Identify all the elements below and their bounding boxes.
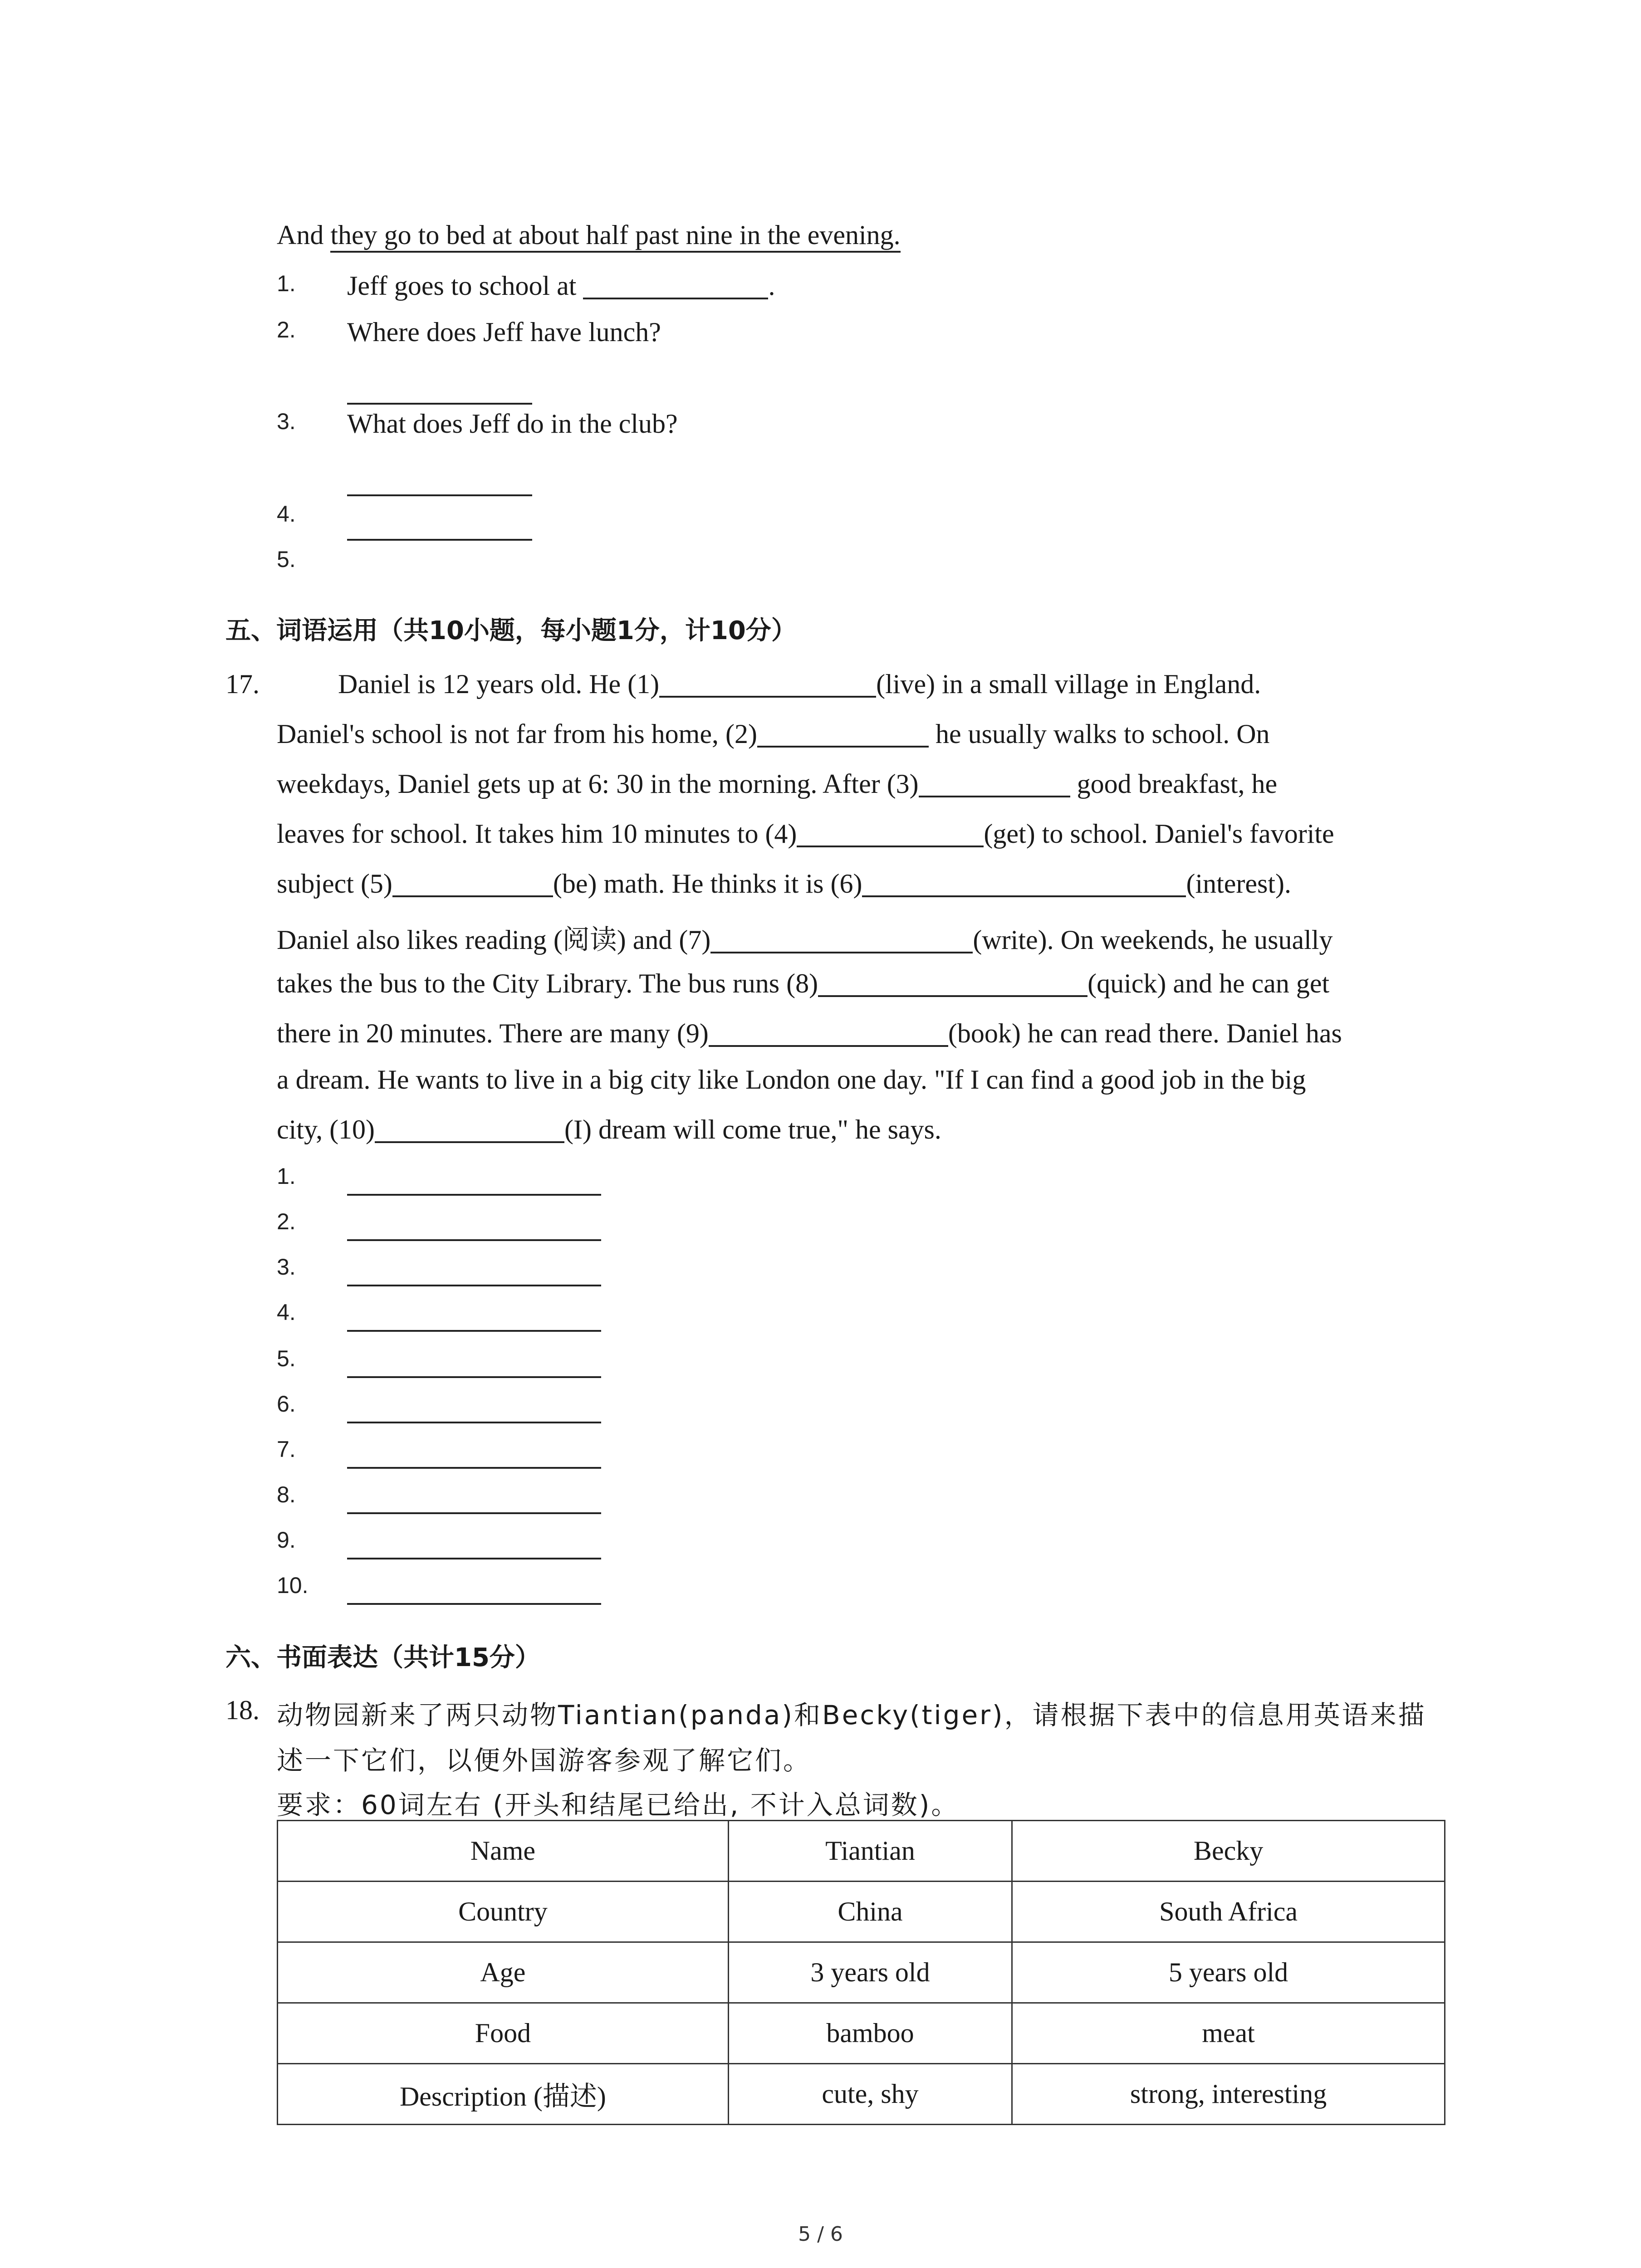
answer-number: 7. bbox=[277, 1437, 296, 1462]
blank-4[interactable] bbox=[797, 820, 984, 847]
table-cell: Country bbox=[278, 1882, 729, 1942]
section-heading-5: 五、词语运用（共10小题，每小题1分，计10分） bbox=[225, 616, 797, 645]
writing-prompt-line: 述一下它们，以便外国游客参观了解它们。 bbox=[277, 1745, 812, 1776]
answer-number: 5. bbox=[277, 1346, 296, 1371]
answer-number: 3. bbox=[277, 1254, 296, 1280]
passage-line: Daniel is 12 years old. He (1) (live) in a small village in England. bbox=[338, 669, 1261, 699]
table-row bbox=[278, 2064, 1445, 2125]
passage-line: subject (5) (be) math. He thinks it is (6) (interest). bbox=[277, 869, 1292, 899]
answer-number: 10. bbox=[277, 1573, 309, 1598]
answer-number: 1. bbox=[277, 1163, 296, 1189]
table-cell: Tiantian bbox=[728, 1821, 1012, 1882]
question-2: Where does Jeff have lunch? bbox=[347, 317, 661, 347]
writing-requirement: 要求：60词左右 (开头和结尾已给出, 不计入总词数)。 bbox=[277, 1789, 960, 1820]
answer-number: 8. bbox=[277, 1482, 296, 1507]
answer-line[interactable] bbox=[347, 1194, 601, 1196]
answer-line[interactable] bbox=[347, 1558, 601, 1559]
question-number: 3. bbox=[277, 409, 296, 434]
blank-8[interactable] bbox=[818, 970, 1087, 997]
answer-line[interactable] bbox=[347, 494, 532, 496]
table-row bbox=[278, 1882, 1445, 1942]
answer-line[interactable] bbox=[347, 1330, 601, 1332]
answer-number: 4. bbox=[277, 1300, 296, 1325]
passage-line: there in 20 minutes. There are many (9) (book) he can read there. Daniel has bbox=[277, 1018, 1342, 1048]
answer-line[interactable] bbox=[347, 539, 532, 541]
passage-line: city, (10) (I) dream will come true," he says. bbox=[277, 1114, 941, 1144]
answer-line[interactable] bbox=[347, 403, 532, 405]
question-number: 5. bbox=[277, 547, 296, 572]
table-row bbox=[278, 2003, 1445, 2064]
passage-line: weekdays, Daniel gets up at 6: 30 in the morning. After (3) good breakfast, he bbox=[277, 769, 1278, 799]
table-cell: meat bbox=[1012, 2003, 1445, 2064]
answer-number: 6. bbox=[277, 1391, 296, 1417]
question-number: 1. bbox=[277, 271, 296, 296]
page-number: 5 / 6 bbox=[798, 2223, 843, 2246]
table-cell: Description (描述) bbox=[278, 2064, 729, 2125]
passage-line: Daniel also likes reading (阅读) and (7) (write). On weekends, he usually bbox=[277, 925, 1333, 955]
answer-number: 9. bbox=[277, 1527, 296, 1553]
section-heading-6: 六、书面表达（共计15分） bbox=[225, 1643, 540, 1672]
answer-line[interactable] bbox=[347, 1603, 601, 1605]
passage-line: Daniel's school is not far from his home, (2) he usually walks to school. On bbox=[277, 719, 1270, 749]
question-number-17: 17. bbox=[225, 669, 260, 699]
table-cell: 5 years old bbox=[1012, 1942, 1445, 2003]
answer-line[interactable] bbox=[347, 1285, 601, 1286]
writing-prompt-line: 动物园新来了两只动物Tiantian(panda)和Becky(tiger)，请根据下表中的信息用英语来描 bbox=[277, 1700, 1426, 1730]
blank-5[interactable] bbox=[392, 870, 553, 897]
underlined-sentence: they go to bed at about half past nine in the evening. bbox=[330, 220, 900, 253]
table-cell: cute, shy bbox=[728, 2064, 1012, 2125]
blank-1[interactable] bbox=[659, 670, 876, 698]
blank-7[interactable] bbox=[710, 926, 973, 953]
question-3: What does Jeff do in the club? bbox=[347, 409, 678, 439]
table-cell: 3 years old bbox=[728, 1942, 1012, 2003]
blank-10[interactable] bbox=[375, 1116, 564, 1143]
table-cell: bamboo bbox=[728, 2003, 1012, 2064]
table-row bbox=[278, 1821, 1445, 1882]
table-cell: Becky bbox=[1012, 1821, 1445, 1882]
question-number: 4. bbox=[277, 501, 296, 527]
blank-3[interactable] bbox=[919, 770, 1070, 797]
passage-line: a dream. He wants to live in a big city like London one day. "If I can find a good job in the big bbox=[277, 1065, 1306, 1095]
table-cell: South Africa bbox=[1012, 1882, 1445, 1942]
answer-number: 2. bbox=[277, 1209, 296, 1234]
question-number-18: 18. bbox=[225, 1695, 260, 1725]
table-cell: Age bbox=[278, 1942, 729, 2003]
question-1: Jeff goes to school at . bbox=[347, 271, 775, 301]
animal-info-table bbox=[277, 1820, 1445, 2125]
passage-line: takes the bus to the City Library. The bus runs (8) (quick) and he can get bbox=[277, 968, 1330, 998]
blank-2[interactable] bbox=[757, 720, 929, 748]
blank-6[interactable] bbox=[862, 870, 1186, 897]
question-number: 2. bbox=[277, 317, 296, 342]
table-cell: strong, interesting bbox=[1012, 2064, 1445, 2125]
answer-line[interactable] bbox=[347, 1376, 601, 1378]
answer-line[interactable] bbox=[347, 1512, 601, 1514]
answer-line[interactable] bbox=[347, 1422, 601, 1423]
table-cell: Name bbox=[278, 1821, 729, 1882]
blank-9[interactable] bbox=[709, 1020, 948, 1047]
table-cell: China bbox=[728, 1882, 1012, 1942]
passage-last-line: And they go to bed at about half past nine in the evening. bbox=[277, 220, 901, 251]
answer-blank[interactable] bbox=[583, 272, 768, 299]
table-row bbox=[278, 1942, 1445, 2003]
passage-line: leaves for school. It takes him 10 minutes to (4) (get) to school. Daniel's favorite bbox=[277, 819, 1334, 849]
table-cell: Food bbox=[278, 2003, 729, 2064]
answer-line[interactable] bbox=[347, 1239, 601, 1241]
answer-line[interactable] bbox=[347, 1467, 601, 1469]
